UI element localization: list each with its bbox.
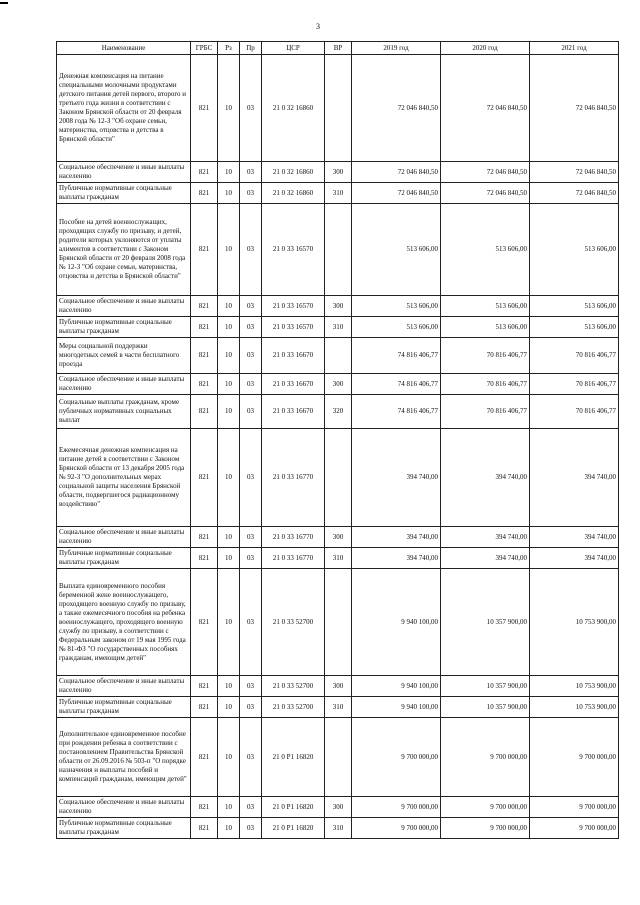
row-rz: 10: [218, 395, 240, 429]
row-2020: 70 816 406,77: [441, 338, 530, 374]
row-csr: 21 0 33 16570: [262, 296, 325, 317]
table-row: [57, 338, 619, 374]
row-pr: 03: [240, 548, 262, 569]
row-2020: 513 606,00: [441, 296, 530, 317]
header-pr: Пр: [240, 42, 262, 55]
row-2021: 9 700 000,00: [530, 797, 619, 818]
table-row: [57, 797, 619, 818]
row-csr: 21 0 33 16670: [262, 374, 325, 395]
table-row: [57, 183, 619, 204]
row-rz: 10: [218, 374, 240, 395]
row-rz: 10: [218, 55, 240, 162]
row-vr: 310: [325, 818, 352, 839]
row-name: Публичные нормативные социальные выплаты гражданам: [57, 548, 191, 569]
row-grbs: 821: [191, 569, 218, 676]
row-rz: 10: [218, 204, 240, 296]
row-grbs: 821: [191, 183, 218, 204]
row-2020: 10 357 900,00: [441, 569, 530, 676]
row-csr: 21 0 33 16570: [262, 204, 325, 296]
row-rz: 10: [218, 676, 240, 697]
row-2019: 513 606,00: [352, 317, 441, 338]
row-2021: 72 046 840,50: [530, 55, 619, 162]
row-csr: 21 0 33 16570: [262, 317, 325, 338]
row-vr: 300: [325, 162, 352, 183]
row-2020: 9 700 000,00: [441, 718, 530, 797]
row-pr: 03: [240, 183, 262, 204]
row-2020: 70 816 406,77: [441, 374, 530, 395]
table-header-row: [57, 42, 619, 55]
row-csr: 21 0 33 16670: [262, 395, 325, 429]
row-2019: 513 606,00: [352, 204, 441, 296]
row-2019: 513 606,00: [352, 296, 441, 317]
row-name: Пособие на детей военнослужащих, проходящих службу по призыву, и детей, родители которых уклоняются от уплаты алиментов в соответствии с Законом Брянской области от 20 февраля 2008 года № 12-З "Об охране семьи, материнства, отцовства и детства в Брянской области": [57, 204, 191, 296]
table-row: [57, 374, 619, 395]
row-name: Выплата единовременного пособия беременной жене военнослужащего, проходящего военную службу по призыву, а также ежемесячного пособия на ребенка военнослужащего, проходящего военную службу по призыву, в соответствии с Федеральным законом от 19 мая 1995 года № 81-ФЗ "О государственных пособиях гражданам, имеющим детей": [57, 569, 191, 676]
table-row: [57, 162, 619, 183]
row-2021: 513 606,00: [530, 296, 619, 317]
row-2020: 9 700 000,00: [441, 797, 530, 818]
row-vr: 310: [325, 317, 352, 338]
row-vr: 300: [325, 527, 352, 548]
table-row: [57, 548, 619, 569]
row-2020: 10 357 900,00: [441, 697, 530, 718]
budget-table: [56, 41, 619, 839]
header-csr: ЦСР: [262, 42, 325, 55]
header-2019: 2019 год: [352, 42, 441, 55]
row-grbs: 821: [191, 697, 218, 718]
row-vr: 320: [325, 395, 352, 429]
row-2019: 9 940 100,00: [352, 697, 441, 718]
row-pr: 03: [240, 395, 262, 429]
table-row: [57, 317, 619, 338]
table-row: [57, 718, 619, 797]
row-vr: [325, 429, 352, 527]
row-2020: 394 740,00: [441, 429, 530, 527]
table-row: [57, 818, 619, 839]
row-grbs: 821: [191, 374, 218, 395]
row-rz: 10: [218, 718, 240, 797]
row-pr: 03: [240, 718, 262, 797]
page-number: 3: [316, 22, 320, 31]
row-name: Социальные выплаты гражданам, кроме публичных нормативных социальных выплат: [57, 395, 191, 429]
row-pr: 03: [240, 296, 262, 317]
row-name: Социальное обеспечение и иные выплаты населению: [57, 162, 191, 183]
table-row: [57, 569, 619, 676]
row-2019: 394 740,00: [352, 527, 441, 548]
row-2019: 394 740,00: [352, 429, 441, 527]
row-2021: 9 700 000,00: [530, 718, 619, 797]
header-2020: 2020 год: [441, 42, 530, 55]
row-vr: [325, 55, 352, 162]
table-row: [57, 527, 619, 548]
row-grbs: 821: [191, 204, 218, 296]
row-2019: 9 700 000,00: [352, 718, 441, 797]
row-pr: 03: [240, 55, 262, 162]
row-rz: 10: [218, 162, 240, 183]
row-pr: 03: [240, 429, 262, 527]
row-rz: 10: [218, 183, 240, 204]
row-2021: 70 816 406,77: [530, 374, 619, 395]
row-vr: 310: [325, 183, 352, 204]
table-body: [57, 55, 619, 839]
row-csr: 21 0 P1 16820: [262, 718, 325, 797]
row-grbs: 821: [191, 429, 218, 527]
row-2021: 72 046 840,50: [530, 162, 619, 183]
row-2020: 513 606,00: [441, 317, 530, 338]
row-2021: 9 700 000,00: [530, 818, 619, 839]
row-name: Социальное обеспечение и иные выплаты населению: [57, 676, 191, 697]
row-pr: 03: [240, 818, 262, 839]
row-csr: 21 0 P1 16820: [262, 818, 325, 839]
row-pr: 03: [240, 374, 262, 395]
row-2021: 394 740,00: [530, 527, 619, 548]
row-pr: 03: [240, 676, 262, 697]
row-name: Социальное обеспечение и иные выплаты населению: [57, 527, 191, 548]
header-grbs: ГРБС: [191, 42, 218, 55]
row-csr: 21 0 32 16860: [262, 183, 325, 204]
row-pr: 03: [240, 569, 262, 676]
row-name: Публичные нормативные социальные выплаты гражданам: [57, 697, 191, 718]
row-2019: 72 046 840,50: [352, 55, 441, 162]
row-grbs: 821: [191, 548, 218, 569]
row-grbs: 821: [191, 395, 218, 429]
row-grbs: 821: [191, 527, 218, 548]
row-csr: 21 0 33 16770: [262, 548, 325, 569]
row-2021: 70 816 406,77: [530, 338, 619, 374]
row-vr: 300: [325, 797, 352, 818]
row-2020: 513 606,00: [441, 204, 530, 296]
row-vr: 310: [325, 548, 352, 569]
row-vr: [325, 338, 352, 374]
row-2021: 10 753 900,00: [530, 697, 619, 718]
header-vr: ВР: [325, 42, 352, 55]
row-vr: 300: [325, 374, 352, 395]
row-2021: 10 753 900,00: [530, 569, 619, 676]
row-2019: 72 046 840,50: [352, 183, 441, 204]
row-csr: 21 0 32 16860: [262, 55, 325, 162]
row-2021: 394 740,00: [530, 429, 619, 527]
row-2019: 72 046 840,50: [352, 162, 441, 183]
row-2019: 394 740,00: [352, 548, 441, 569]
row-grbs: 821: [191, 162, 218, 183]
row-2020: 10 357 900,00: [441, 676, 530, 697]
row-grbs: 821: [191, 338, 218, 374]
row-pr: 03: [240, 338, 262, 374]
row-2020: 72 046 840,50: [441, 55, 530, 162]
row-vr: 300: [325, 676, 352, 697]
row-2021: 394 740,00: [530, 548, 619, 569]
row-2020: 72 046 840,50: [441, 162, 530, 183]
row-pr: 03: [240, 162, 262, 183]
row-2019: 9 940 100,00: [352, 676, 441, 697]
row-grbs: 821: [191, 718, 218, 797]
row-pr: 03: [240, 317, 262, 338]
row-2020: 394 740,00: [441, 548, 530, 569]
table-row: [57, 296, 619, 317]
row-name: Социальное обеспечение и иные выплаты населению: [57, 296, 191, 317]
table-row: [57, 204, 619, 296]
row-rz: 10: [218, 797, 240, 818]
row-grbs: 821: [191, 797, 218, 818]
row-name: Социальное обеспечение и иные выплаты населению: [57, 797, 191, 818]
row-rz: 10: [218, 569, 240, 676]
row-grbs: 821: [191, 55, 218, 162]
corner-mark: [0, 2, 8, 4]
row-csr: 21 0 33 16670: [262, 338, 325, 374]
row-2021: 513 606,00: [530, 317, 619, 338]
row-2019: 74 816 406,77: [352, 395, 441, 429]
row-2021: 70 816 406,77: [530, 395, 619, 429]
row-pr: 03: [240, 204, 262, 296]
row-2019: 74 816 406,77: [352, 338, 441, 374]
row-name: Публичные нормативные социальные выплаты гражданам: [57, 183, 191, 204]
row-rz: 10: [218, 429, 240, 527]
row-csr: 21 0 32 16860: [262, 162, 325, 183]
row-csr: 21 0 33 52700: [262, 697, 325, 718]
row-2021: 10 753 900,00: [530, 676, 619, 697]
row-pr: 03: [240, 697, 262, 718]
row-vr: 310: [325, 697, 352, 718]
row-grbs: 821: [191, 818, 218, 839]
row-2019: 74 816 406,77: [352, 374, 441, 395]
row-pr: 03: [240, 527, 262, 548]
row-rz: 10: [218, 818, 240, 839]
row-rz: 10: [218, 338, 240, 374]
table-row: [57, 395, 619, 429]
row-grbs: 821: [191, 296, 218, 317]
header-2021: 2021 год: [530, 42, 619, 55]
row-name: Дополнительное единовременное пособие при рождении ребенка в соответствии с постановлением Правительства Брянской области от 26.09.2016 № 503-п "О порядке назначения и выплаты пособий и компенсаций гражданам, имеющим детей": [57, 718, 191, 797]
row-2019: 9 940 100,00: [352, 569, 441, 676]
row-csr: 21 0 33 52700: [262, 676, 325, 697]
table-row: [57, 55, 619, 162]
row-vr: [325, 718, 352, 797]
row-name: Публичные нормативные социальные выплаты гражданам: [57, 818, 191, 839]
row-rz: 10: [218, 527, 240, 548]
table-row: [57, 676, 619, 697]
row-rz: 10: [218, 296, 240, 317]
row-2021: 72 046 840,50: [530, 183, 619, 204]
row-csr: 21 0 33 52700: [262, 569, 325, 676]
row-rz: 10: [218, 317, 240, 338]
row-vr: [325, 204, 352, 296]
row-2020: 70 816 406,77: [441, 395, 530, 429]
row-name: Денежная компенсация на питание специальными молочными продуктами детского питания детей первого, второго и третьего года жизни в соответствии с Законом Брянской области от 20 февраля 2008 года № 12-З "Об охране семьи, материнства, отцовства и детства в Брянской области": [57, 55, 191, 162]
row-2020: 72 046 840,50: [441, 183, 530, 204]
row-csr: 21 0 33 16770: [262, 429, 325, 527]
header-name: Наименование: [57, 42, 191, 55]
row-name: Ежемесячная денежная компенсация на питание детей в соответствии с Законом Брянской области от 13 декабря 2005 года № 92-З "О дополнительных мерах социальной защиты населения Брянской области, подвергшегося радиационному воздействию": [57, 429, 191, 527]
row-vr: [325, 569, 352, 676]
row-csr: 21 0 33 16770: [262, 527, 325, 548]
row-name: Публичные нормативные социальные выплаты гражданам: [57, 317, 191, 338]
row-2021: 513 606,00: [530, 204, 619, 296]
row-rz: 10: [218, 697, 240, 718]
row-2019: 9 700 000,00: [352, 797, 441, 818]
row-grbs: 821: [191, 676, 218, 697]
header-rz: Рз: [218, 42, 240, 55]
row-name: Социальное обеспечение и иные выплаты населению: [57, 374, 191, 395]
row-2020: 9 700 000,00: [441, 818, 530, 839]
row-pr: 03: [240, 797, 262, 818]
row-grbs: 821: [191, 317, 218, 338]
row-vr: 300: [325, 296, 352, 317]
row-csr: 21 0 P1 16820: [262, 797, 325, 818]
table-row: [57, 697, 619, 718]
table-row: [57, 429, 619, 527]
row-name: Меры социальной поддержки многодетных семей в части бесплатного проезда: [57, 338, 191, 374]
row-2020: 394 740,00: [441, 527, 530, 548]
row-2019: 9 700 000,00: [352, 818, 441, 839]
row-rz: 10: [218, 548, 240, 569]
